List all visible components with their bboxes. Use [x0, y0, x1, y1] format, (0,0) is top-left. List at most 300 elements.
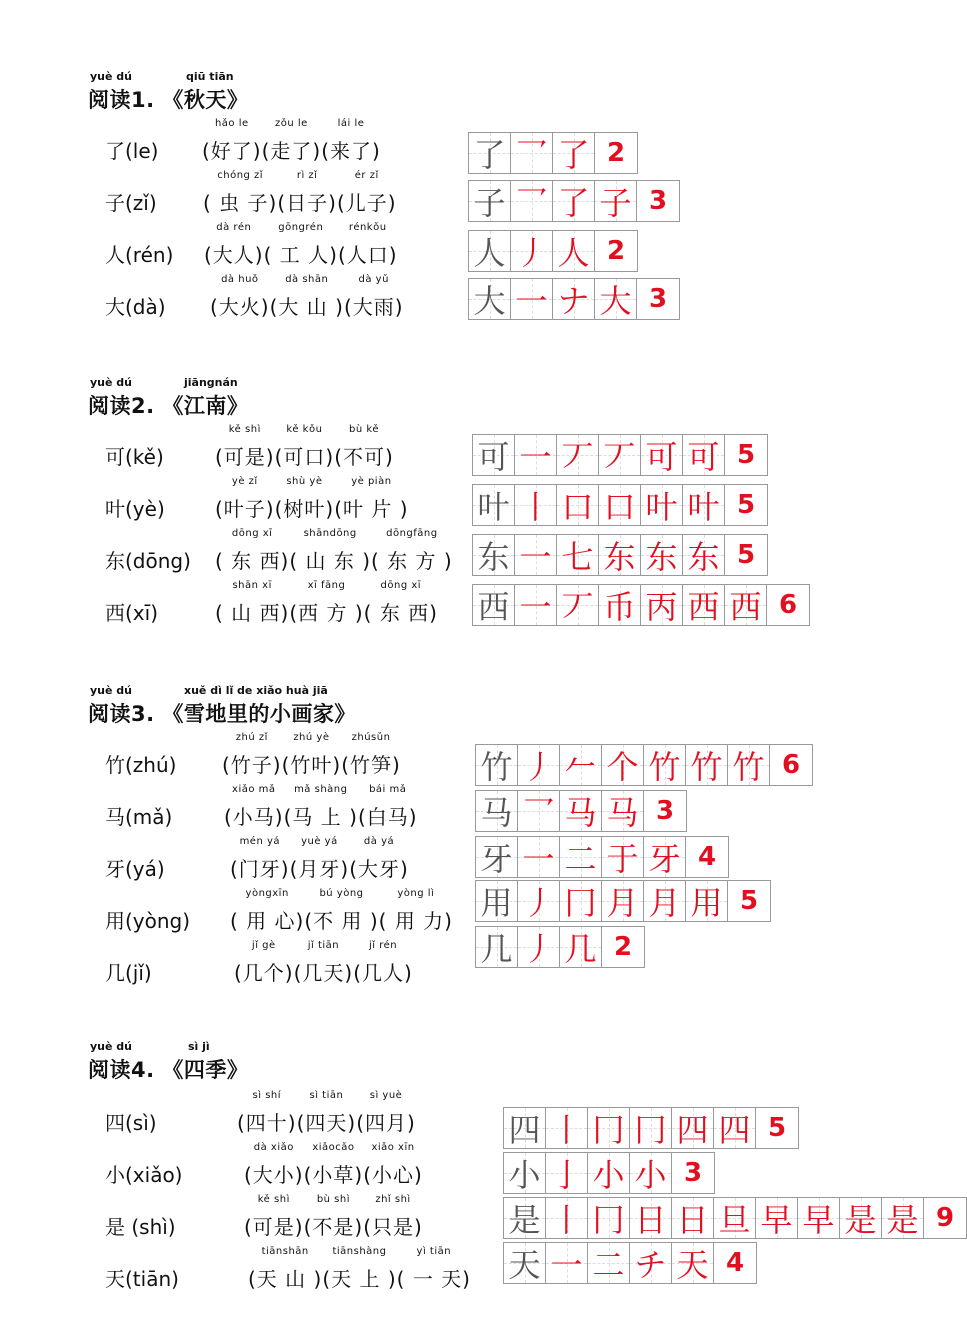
character-cell	[503, 1108, 545, 1148]
word-group	[202, 118, 262, 164]
word-group	[321, 118, 381, 164]
stroke-glyph: 牙	[480, 840, 513, 878]
stroke-step-cell	[552, 279, 594, 319]
stroke-step-cell	[640, 585, 682, 625]
word-pinyin: xiǎocǎo	[312, 1142, 355, 1153]
stroke-step-cell	[643, 837, 685, 877]
word-text: (叶子)	[215, 497, 275, 521]
word-group	[222, 732, 282, 778]
stroke-order-strip	[503, 1107, 799, 1149]
stroke-step-cell	[559, 837, 601, 877]
word-list	[222, 732, 401, 778]
stroke-step-cell	[556, 535, 598, 575]
stroke-step-cell	[598, 485, 640, 525]
word-pinyin: bù shì	[316, 1194, 351, 1205]
stroke-glyph: 丿	[515, 234, 548, 272]
word-text: (大 山 )	[269, 295, 344, 319]
stroke-glyph: 东	[687, 538, 720, 576]
stroke-order-strip	[475, 744, 813, 786]
word-text: (可是)	[244, 1215, 304, 1239]
word-list	[230, 888, 453, 934]
word-group	[378, 888, 453, 934]
stroke-glyph: 一	[550, 1246, 583, 1284]
word-text: (好了)	[202, 139, 262, 163]
stroke-glyph: 子	[599, 184, 632, 222]
word-list	[234, 940, 413, 986]
stroke-step-cell	[713, 1198, 755, 1238]
stroke-glyph: 东	[645, 538, 678, 576]
word-pinyin: dà huǒ	[221, 274, 259, 285]
word-group	[371, 528, 453, 574]
stroke-glyph: 一	[519, 438, 552, 476]
word-text: (门牙)	[230, 857, 290, 881]
stroke-count: 3	[643, 791, 687, 831]
character-row	[0, 1246, 950, 1308]
word-text: (可口)	[274, 445, 335, 469]
word-pinyin: ér zǐ	[354, 170, 379, 181]
stroke-glyph: 四	[676, 1111, 709, 1149]
stroke-step-cell	[545, 1243, 587, 1283]
word-text: (马 上 )	[283, 805, 358, 829]
stroke-glyph: 四	[718, 1111, 751, 1149]
word-group	[363, 1194, 423, 1240]
stroke-glyph: 丆	[603, 438, 636, 476]
word-group	[363, 580, 438, 626]
character-cell	[503, 1198, 545, 1238]
word-pinyin: shù yè	[286, 476, 323, 487]
word-group	[263, 222, 338, 268]
stroke-step-cell	[587, 1198, 629, 1238]
character-row	[0, 580, 950, 642]
stroke-glyph: 是	[844, 1201, 877, 1239]
word-pinyin: shān xī	[232, 580, 272, 591]
word-list	[215, 476, 409, 522]
character-pinyin: 是 (shì)	[105, 1215, 176, 1239]
stroke-glyph: 于	[606, 840, 639, 878]
stroke-step-cell	[552, 231, 594, 271]
word-group	[269, 274, 344, 320]
word-text: ( 虫 子)	[203, 191, 278, 215]
character-row	[0, 1194, 955, 1256]
stroke-step-cell	[510, 133, 552, 173]
stroke-glyph: 叶	[645, 488, 678, 526]
word-pinyin: mén yá	[239, 836, 281, 847]
word-list	[215, 424, 394, 470]
stroke-glyph: 叶	[687, 488, 720, 526]
word-pinyin: dōng xī	[231, 528, 273, 539]
stroke-glyph: 是	[508, 1201, 541, 1239]
character-row	[0, 170, 950, 232]
stroke-glyph: 二	[592, 1246, 625, 1284]
stroke-glyph: 乛	[515, 184, 548, 222]
stroke-step-cell	[594, 279, 636, 319]
stroke-glyph: 冂	[564, 884, 597, 922]
stroke-step-cell	[671, 1108, 713, 1148]
word-text: (几天)	[293, 961, 354, 985]
title-pinyin: qiū tiān	[186, 70, 234, 83]
stroke-step-cell	[510, 279, 552, 319]
stroke-glyph: 丨	[519, 488, 552, 526]
word-text: ( 一 天)	[396, 1267, 471, 1291]
stroke-step-cell	[601, 881, 643, 921]
character-cell	[468, 231, 510, 271]
stroke-glyph: 几	[480, 930, 513, 968]
word-group	[357, 784, 418, 830]
word-group	[204, 222, 264, 268]
character-row	[0, 1090, 950, 1152]
stroke-glyph: 二	[564, 840, 597, 878]
stroke-order-strip	[475, 790, 687, 832]
stroke-order-strip	[475, 880, 771, 922]
stroke-glyph: 𠂉	[564, 748, 597, 786]
stroke-glyph: 丨	[550, 1201, 583, 1239]
stroke-glyph: 七	[561, 538, 594, 576]
word-pinyin: yì tiān	[416, 1246, 452, 1257]
character-row	[0, 424, 950, 486]
stroke-glyph: 用	[480, 884, 513, 922]
word-group	[215, 528, 290, 574]
stroke-step-cell	[552, 133, 594, 173]
character-pinyin: 可(kě)	[105, 445, 164, 469]
word-text: (四十)	[237, 1111, 297, 1135]
stroke-glyph: 乛	[515, 136, 548, 174]
word-pinyin: dà xiǎo	[253, 1142, 294, 1153]
word-group	[303, 1194, 364, 1240]
stroke-step-cell	[682, 585, 724, 625]
word-group	[274, 424, 335, 470]
stroke-glyph: 乛	[522, 794, 555, 832]
word-text: ( 山 东 )	[289, 549, 372, 573]
word-group	[274, 476, 335, 522]
word-group	[210, 274, 270, 320]
word-text: (只是)	[363, 1215, 423, 1239]
word-group	[296, 1090, 357, 1136]
stroke-glyph: 竹	[648, 748, 681, 786]
stroke-glyph: 是	[886, 1201, 919, 1239]
word-pinyin: xī fāng	[307, 580, 346, 591]
stroke-order-strip	[468, 230, 638, 272]
word-group	[234, 940, 294, 986]
stroke-step-cell	[594, 181, 636, 221]
stroke-glyph: 子	[473, 184, 506, 222]
word-pinyin: jǐ rén	[368, 940, 398, 951]
word-pinyin: kě kǒu	[286, 424, 323, 435]
stroke-glyph: 旦	[718, 1201, 751, 1239]
stroke-glyph: 人	[557, 234, 590, 272]
stroke-glyph: 大	[599, 282, 632, 320]
character-pinyin: 牙(yá)	[105, 857, 165, 881]
word-pinyin: dōngfāng	[386, 528, 438, 539]
stroke-step-cell	[545, 1153, 587, 1193]
stroke-step-cell	[682, 535, 724, 575]
stroke-step-cell	[598, 585, 640, 625]
stroke-step-cell	[727, 745, 769, 785]
stroke-glyph: 冂	[592, 1111, 625, 1149]
word-list	[202, 118, 381, 164]
stroke-glyph: 小	[634, 1156, 667, 1194]
stroke-step-cell	[797, 1198, 839, 1238]
stroke-glyph: 丨	[550, 1111, 583, 1149]
stroke-order-strip	[472, 434, 768, 476]
word-text: ( 山 西)	[215, 601, 290, 625]
stroke-glyph: 币	[603, 588, 636, 626]
stroke-step-cell	[559, 927, 601, 967]
stroke-glyph: 天	[676, 1246, 709, 1284]
word-group	[215, 580, 290, 626]
character-cell	[475, 927, 517, 967]
word-text: (小马)	[224, 805, 284, 829]
word-text: (竹叶)	[281, 753, 342, 777]
word-pinyin: kě shì	[257, 1194, 290, 1205]
stroke-glyph: 一	[519, 588, 552, 626]
word-pinyin: yòngxīn	[245, 888, 289, 899]
word-pinyin: xiǎo mǎ	[232, 784, 276, 795]
word-text: (走了)	[261, 139, 322, 163]
word-text: (树叶)	[274, 497, 335, 521]
stroke-step-cell	[514, 535, 556, 575]
stroke-step-cell	[598, 535, 640, 575]
stroke-glyph: 丿	[522, 884, 555, 922]
character-row	[0, 274, 950, 336]
word-text: ( 用 力)	[378, 909, 453, 933]
character-pinyin: 东(dōng)	[105, 549, 191, 573]
word-text: (不是)	[303, 1215, 364, 1239]
character-row	[0, 732, 950, 794]
word-pinyin: zhú yè	[293, 732, 330, 743]
word-group	[303, 1142, 364, 1188]
stroke-step-cell	[643, 745, 685, 785]
stroke-step-cell	[552, 181, 594, 221]
character-pinyin: 马(mǎ)	[105, 805, 173, 829]
stroke-step-cell	[587, 1108, 629, 1148]
stroke-glyph: 西	[687, 588, 720, 626]
character-cell	[468, 279, 510, 319]
word-list	[224, 784, 418, 830]
stroke-count: 5	[724, 485, 768, 525]
stroke-step-cell	[517, 837, 559, 877]
word-text: (大小)	[244, 1163, 304, 1187]
word-pinyin: bú yòng	[319, 888, 364, 899]
stroke-step-cell	[671, 1198, 713, 1238]
word-text: (大火)	[210, 295, 270, 319]
title-pinyin: yuè dú	[90, 376, 132, 389]
word-pinyin: sì shí	[252, 1090, 282, 1101]
word-group	[283, 784, 358, 830]
title-pinyin: yuè dú	[90, 684, 132, 697]
stroke-glyph: 日	[634, 1201, 667, 1239]
word-pinyin: yòng lì	[397, 888, 435, 899]
stroke-glyph: 马	[606, 794, 639, 832]
character-pinyin: 小(xiǎo)	[105, 1163, 183, 1187]
character-cell	[468, 133, 510, 173]
character-pinyin: 人(rén)	[105, 243, 174, 267]
stroke-count: 5	[724, 535, 768, 575]
title-pinyin: yuè dú	[90, 1040, 132, 1053]
stroke-count: 5	[724, 435, 768, 475]
stroke-glyph: 可	[477, 438, 510, 476]
word-text: (竹子)	[222, 753, 282, 777]
stroke-step-cell	[601, 745, 643, 785]
word-pinyin: mǎ shàng	[294, 784, 348, 795]
stroke-glyph: 可	[645, 438, 678, 476]
character-row	[0, 930, 950, 1002]
stroke-step-cell	[545, 1108, 587, 1148]
stroke-step-cell	[559, 881, 601, 921]
stroke-count: 3	[671, 1153, 715, 1193]
stroke-glyph: 东	[603, 538, 636, 576]
character-cell	[472, 435, 514, 475]
word-group	[289, 836, 350, 882]
section-title: 阅读4. 《四季》	[88, 1058, 249, 1082]
word-list	[248, 1246, 471, 1292]
word-group	[203, 170, 278, 216]
stroke-glyph: 早	[760, 1201, 793, 1239]
stroke-glyph: 一	[515, 282, 548, 320]
word-group	[261, 118, 322, 164]
word-pinyin: bù kě	[349, 424, 379, 435]
stroke-step-cell	[517, 745, 559, 785]
stroke-count: 4	[685, 837, 729, 877]
stroke-glyph: ナ	[557, 282, 590, 320]
character-pinyin: 天(tiān)	[105, 1267, 179, 1291]
word-list	[244, 1194, 423, 1240]
stroke-glyph: 日	[676, 1201, 709, 1239]
stroke-glyph: 西	[729, 588, 762, 626]
stroke-count: 2	[601, 927, 645, 967]
word-text: (天 山 )	[248, 1267, 323, 1291]
character-cell	[472, 585, 514, 625]
word-group	[293, 940, 354, 986]
stroke-glyph: 用	[690, 884, 723, 922]
word-group	[244, 1142, 304, 1188]
character-pinyin: 用(yòng)	[105, 909, 191, 933]
word-pinyin: tiānshān	[261, 1246, 309, 1257]
stroke-count: 5	[727, 881, 771, 921]
word-pinyin: dà rén	[216, 222, 252, 233]
stroke-step-cell	[510, 231, 552, 271]
stroke-step-cell	[839, 1198, 881, 1238]
character-cell	[472, 535, 514, 575]
stroke-glyph: 人	[473, 234, 506, 272]
word-text: (大牙)	[349, 857, 409, 881]
word-list	[230, 836, 409, 882]
word-group	[289, 528, 372, 574]
stroke-step-cell	[682, 485, 724, 525]
stroke-glyph: 竹	[480, 748, 513, 786]
word-group	[230, 836, 290, 882]
character-pinyin: 子(zǐ)	[105, 191, 157, 215]
word-list	[215, 528, 453, 574]
word-text: (四月)	[356, 1111, 416, 1135]
stroke-step-cell	[601, 837, 643, 877]
word-pinyin: sì yuè	[369, 1090, 403, 1101]
word-group	[363, 1142, 423, 1188]
stroke-glyph: 月	[648, 884, 681, 922]
stroke-step-cell	[724, 585, 766, 625]
stroke-step-cell	[629, 1153, 671, 1193]
word-list	[204, 222, 398, 268]
character-cell	[475, 881, 517, 921]
word-group	[277, 170, 337, 216]
stroke-glyph: 冂	[592, 1201, 625, 1239]
word-pinyin: rì zǐ	[296, 170, 318, 181]
stroke-glyph: 丙	[645, 588, 678, 626]
stroke-step-cell	[514, 585, 556, 625]
stroke-glyph: 一	[522, 840, 555, 878]
stroke-glyph: 小	[508, 1156, 541, 1194]
word-text: (儿子)	[336, 191, 397, 215]
stroke-order-strip	[472, 534, 768, 576]
word-pinyin: zhǐ shì	[375, 1194, 411, 1205]
character-pinyin: 西(xī)	[105, 601, 158, 625]
title-pinyin: sì jì	[188, 1040, 210, 1053]
word-text: ( 工 人)	[263, 243, 338, 267]
character-cell	[503, 1243, 545, 1283]
stroke-order-strip	[472, 584, 810, 626]
stroke-glyph: 竹	[732, 748, 765, 786]
stroke-step-cell	[598, 435, 640, 475]
word-text: (小心)	[363, 1163, 423, 1187]
word-text: (可是)	[215, 445, 275, 469]
stroke-step-cell	[587, 1153, 629, 1193]
character-cell	[503, 1153, 545, 1193]
stroke-step-cell	[517, 927, 559, 967]
word-pinyin: hǎo le	[214, 118, 249, 129]
stroke-order-strip	[468, 132, 638, 174]
character-pinyin: 大(dà)	[105, 295, 166, 319]
word-text: (几人)	[353, 961, 413, 985]
stroke-glyph: 竹	[690, 748, 723, 786]
stroke-step-cell	[556, 585, 598, 625]
stroke-glyph: 亅	[550, 1156, 583, 1194]
character-pinyin: 四(sì)	[105, 1111, 157, 1135]
word-list	[237, 1090, 416, 1136]
word-pinyin: zhú zǐ	[235, 732, 268, 743]
word-text: (来了)	[321, 139, 381, 163]
word-group	[353, 940, 413, 986]
stroke-glyph: 了	[473, 136, 506, 174]
stroke-step-cell	[629, 1108, 671, 1148]
word-group	[281, 732, 342, 778]
word-pinyin: zǒu le	[275, 118, 308, 129]
word-group	[349, 836, 409, 882]
word-group	[336, 170, 397, 216]
stroke-step-cell	[713, 1108, 755, 1148]
word-pinyin: chóng zǐ	[217, 170, 264, 181]
stroke-step-cell	[755, 1198, 797, 1238]
word-group	[343, 274, 404, 320]
word-list	[210, 274, 404, 320]
word-pinyin: jǐ gè	[251, 940, 276, 951]
stroke-glyph: 丆	[561, 588, 594, 626]
stroke-glyph: チ	[634, 1246, 667, 1284]
character-pinyin: 了(le)	[105, 139, 159, 163]
stroke-glyph: 马	[480, 794, 513, 832]
word-pinyin: yè zǐ	[231, 476, 258, 487]
character-cell	[468, 181, 510, 221]
stroke-step-cell	[559, 745, 601, 785]
character-cell	[475, 837, 517, 877]
word-text: ( 用 心)	[230, 909, 305, 933]
character-cell	[475, 745, 517, 785]
stroke-count: 9	[923, 1198, 967, 1238]
word-pinyin: dà yǔ	[358, 274, 389, 285]
stroke-step-cell	[643, 881, 685, 921]
character-cell	[472, 485, 514, 525]
word-pinyin: yuè yá	[301, 836, 338, 847]
stroke-step-cell	[556, 485, 598, 525]
word-group	[356, 1090, 416, 1136]
